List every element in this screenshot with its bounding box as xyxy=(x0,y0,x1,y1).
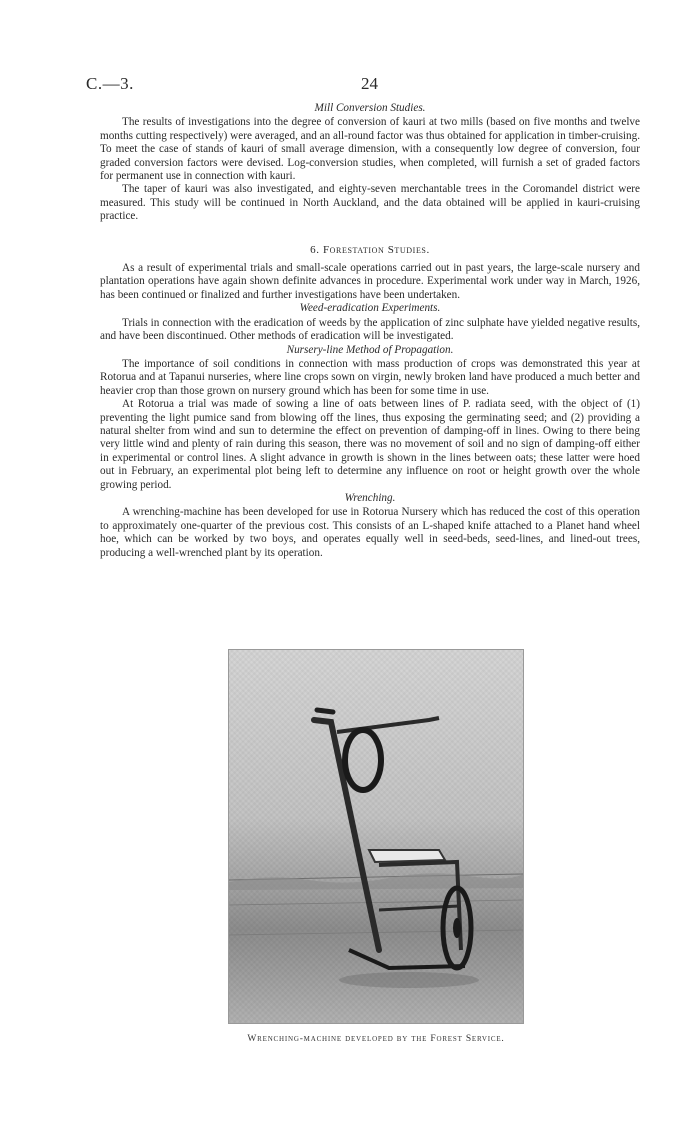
paragraph-forestation-1: As a result of experimental trials and small-scale operations carried out in past years, the large-scale nursery and plantation operations have again shown definite advances in procedure. Experimental work under way in March, 1926, has been continued or finalized and further investigations have been undertaken. xyxy=(100,262,640,301)
wrenching-machine-illustration xyxy=(229,650,523,1023)
body-text xyxy=(100,102,640,560)
heading-forestation-studies: 6. Forestation Studies. xyxy=(310,243,430,256)
paragraph-mill-conversion-1: The results of investigations into the degree of conversion of kauri at two mills (based on five months and twelve months cutting respectively) were averaged, and an all-round factor was thus obtained for application in timber-cruising. To meet the case of stands of kauri of small average dimension, with a consequently low degree of conversion, four graded conversion factors were devised. Log-conversion studies, when completed, will furnish a set of graded factors for permanent use in connection with kauri. xyxy=(100,116,641,183)
paragraph-wrenching-1: A wrenching-machine has been developed for use in Rotorua Nursery which has reduced the cost of this operation to approximately one-quarter of the previous cost. This consists of an L-shaped knife attached to a Planet hand wheel hoe, which can be worked by two boys, and operates equally well in seed-beds, seed-lines, and lined-out trees, producing a well-wrenched plant by its operation. xyxy=(100,506,640,559)
paragraph-nursery-line-2: At Rotorua a trial was made of sowing a line of oats between lines of P. radiata seed, with the object of (1) preventing the light pumice sand from blowing off the lines, thus exposing the germinating seed; and (2) providing a natural shelter from wind and sun to determine the effect on prevention of damping-off in lines. Owing to there being very little wind and plenty of rain during this season, there was no movement of soil and no sign of damping-off either in experimental or control lines. A slight advance in growth is shown in the lines between oats; these latter were hoed out in February, an experimental plot being left to determine any influence on root or height growth over the whole growing period. xyxy=(100,398,640,491)
paragraph-nursery-line-1: The importance of soil conditions in connection with mass production of crops was demonstrated this year at Rotorua and at Tapanui nurseries, where line crops sown on virgin, newly broken land have produced a much better and heavier crop than those grown on nursery ground which has been for some time in use. xyxy=(100,357,640,397)
paragraph-mill-conversion-2: The taper of kauri was also investigated, and eighty-seven merchantable trees in the Coromandel district were measured. This study will be continued in North Auckland, and the data obtained will be applied in kauri-cruising practice. xyxy=(100,183,640,223)
heading-nursery-line: Nursery-line Method of Propagation. xyxy=(286,343,454,356)
paragraph-weed-eradication-1: Trials in connection with the eradication of weeds by the application of zinc sulphate have yielded negative results, and have been discontinued. Other methods of eradication will be investigated. xyxy=(100,316,640,343)
figure-caption: Wrenching-machine developed by the Forest Service. xyxy=(247,1034,505,1044)
heading-mill-conversion: Mill Conversion Studies. xyxy=(314,102,426,114)
heading-weed-eradication: Weed-eradication Experiments. xyxy=(299,302,441,315)
page-number: 24 xyxy=(361,74,378,93)
heading-wrenching: Wrenching. xyxy=(344,491,396,504)
wrenching-machine-photo xyxy=(228,649,524,1024)
report-reference: C.—3. xyxy=(86,74,134,93)
